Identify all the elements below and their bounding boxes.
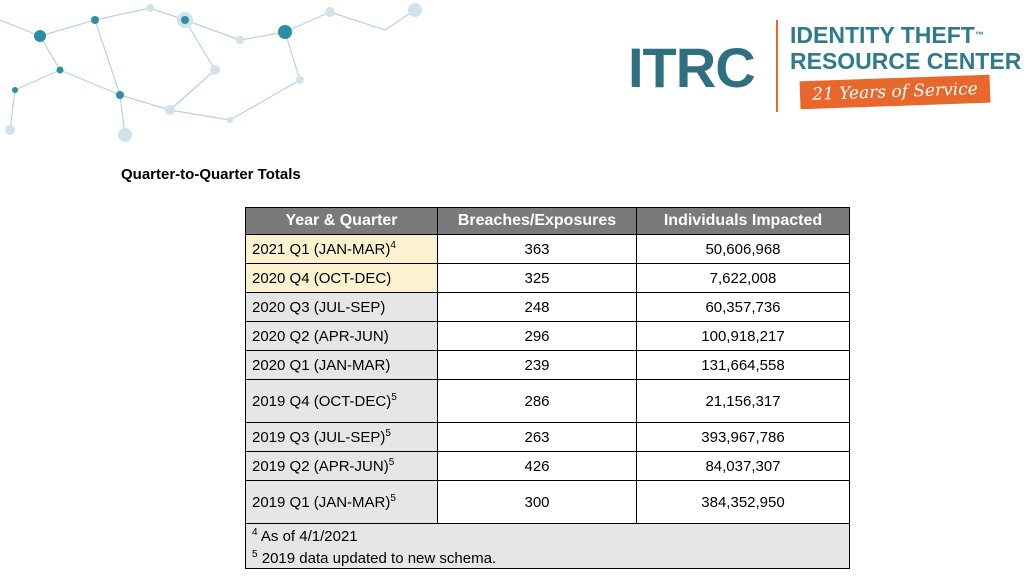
table-row	[246, 452, 850, 481]
footnotes-cell	[246, 524, 850, 569]
table-row	[246, 423, 850, 452]
footnote-mark: 5	[252, 549, 258, 560]
cell-breaches: 239	[438, 351, 637, 380]
cell-breaches: 300	[438, 481, 637, 524]
cell-quarter	[246, 351, 438, 380]
footnote-item	[252, 524, 843, 546]
footnote-item	[252, 546, 843, 568]
logo-name-line1-text: IDENTITY THEFT	[790, 22, 975, 48]
section-title: Quarter-to-Quarter Totals	[121, 166, 301, 183]
table-row	[246, 264, 850, 293]
cell-quarter	[246, 380, 438, 423]
cell-breaches: 296	[438, 322, 637, 351]
cell-breaches: 286	[438, 380, 637, 423]
cell-breaches: 248	[438, 293, 637, 322]
cell-quarter	[246, 423, 438, 452]
cell-quarter	[246, 322, 438, 351]
footnote-mark: 5	[388, 457, 395, 468]
quarter-totals-table	[245, 207, 850, 569]
footnote-mark: 5	[391, 392, 397, 403]
cell-quarter	[246, 235, 438, 264]
footnote-text: As of 4/1/2021	[260, 528, 358, 545]
quarter-label: 2021 Q1 (JAN-MAR)	[252, 241, 391, 258]
itrc-logo	[628, 18, 1023, 118]
table-row	[246, 235, 850, 264]
table-row	[246, 351, 850, 380]
cell-individuals: 50,606,968	[637, 235, 850, 264]
logo-wordmark-text: ITRC	[628, 36, 755, 99]
logo-name-line1	[790, 22, 984, 48]
cell-individuals: 7,622,008	[637, 264, 850, 293]
cell-quarter	[246, 264, 438, 293]
cell-individuals: 21,156,317	[637, 380, 850, 423]
footnote-text: 2019 data updated to new schema.	[261, 550, 497, 567]
cell-individuals: 100,918,217	[637, 322, 850, 351]
cell-individuals: 84,037,307	[637, 452, 850, 481]
table-row	[246, 481, 850, 524]
cell-individuals: 393,967,786	[637, 423, 850, 452]
header-year-quarter: Year & Quarter	[246, 208, 438, 235]
quarter-label: 2020 Q4 (OCT-DEC)	[252, 269, 392, 287]
quarter-label: 2020 Q2 (APR-JUN)	[252, 327, 389, 345]
header-breaches: Breaches/Exposures	[438, 208, 637, 235]
cell-breaches: 263	[438, 423, 637, 452]
cell-quarter	[246, 481, 438, 524]
quarter-label: 2019 Q4 (OCT-DEC)	[252, 393, 392, 410]
network-decoration-graphic	[0, 0, 430, 150]
cell-breaches: 325	[438, 264, 637, 293]
footnote-mark: 5	[385, 428, 391, 439]
footnote-mark: 5	[390, 493, 396, 504]
logo-divider	[776, 20, 778, 112]
logo-anniversary-banner: 21 Years of Service	[800, 75, 991, 110]
quarter-label: 2019 Q1 (JAN-MAR)	[252, 494, 391, 511]
footnotes-row	[246, 524, 850, 569]
cell-individuals: 384,352,950	[637, 481, 850, 524]
quarter-label: 2020 Q3 (JUL-SEP)	[252, 298, 386, 316]
quarter-label: 2020 Q1 (JAN-MAR)	[252, 356, 391, 374]
footnote-mark: 4	[390, 240, 396, 251]
table-header-row	[246, 208, 850, 235]
cell-individuals: 60,357,736	[637, 293, 850, 322]
quarter-label: 2019 Q2 (APR-JUN)	[252, 458, 389, 475]
cell-breaches: 363	[438, 235, 637, 264]
table-row	[246, 322, 850, 351]
cell-breaches: 426	[438, 452, 637, 481]
cell-individuals: 131,664,558	[637, 351, 850, 380]
logo-wordmark	[628, 38, 755, 98]
table-row	[246, 293, 850, 322]
logo-trademark: ™	[974, 30, 984, 40]
logo-name-line2: RESOURCE CENTER	[790, 48, 1022, 74]
table-row	[246, 380, 850, 423]
cell-quarter	[246, 452, 438, 481]
cell-quarter	[246, 293, 438, 322]
footnote-mark: 4	[252, 527, 258, 538]
quarter-label: 2019 Q3 (JUL-SEP)	[252, 429, 386, 446]
header-individuals: Individuals Impacted	[637, 208, 850, 235]
